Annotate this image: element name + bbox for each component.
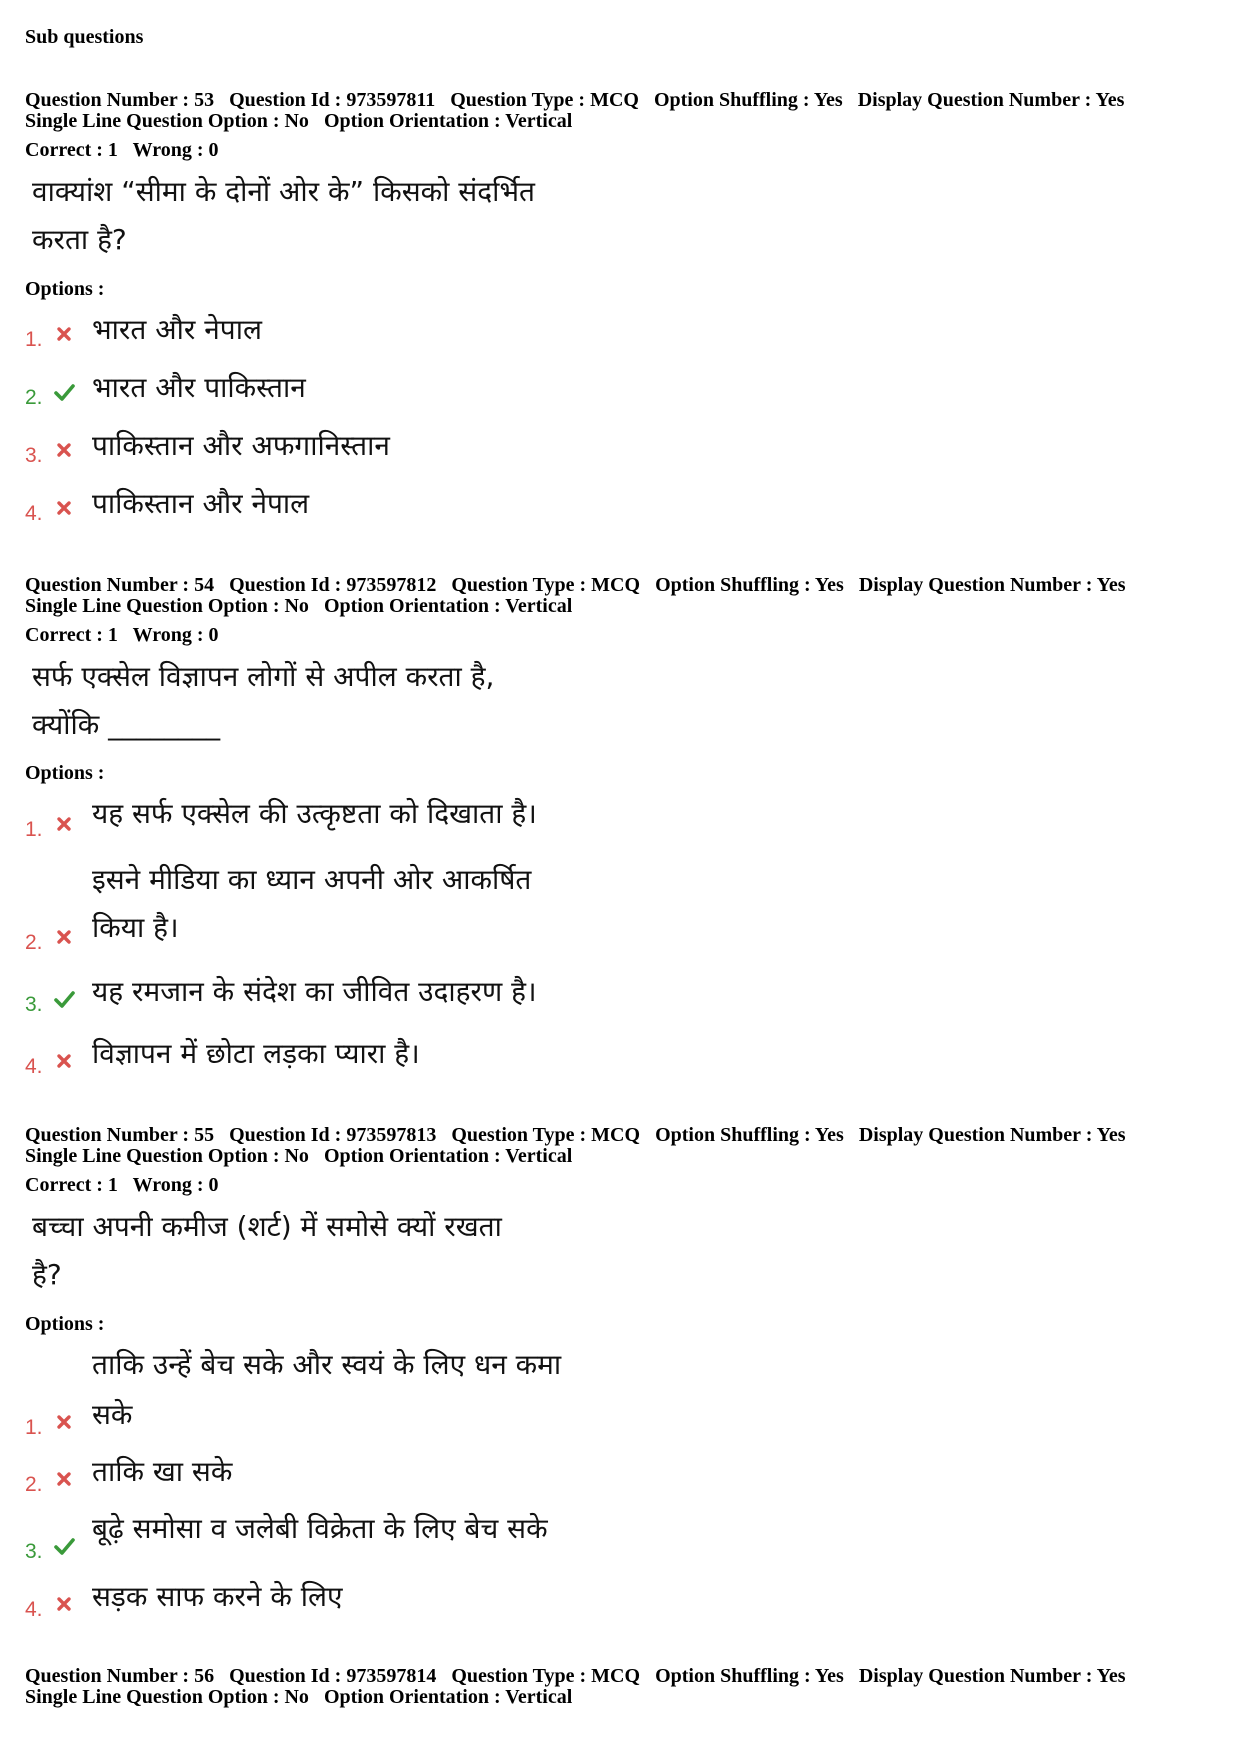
question-type: Question Type : MCQ <box>451 1124 641 1146</box>
question-type: Question Type : MCQ <box>450 89 639 111</box>
option-text: यह रमजान के संदेश का जीवित उदाहरण है। <box>92 975 537 1008</box>
question-text-line: है? <box>32 1258 62 1291</box>
cross-icon <box>53 497 75 519</box>
page-heading: Sub questions <box>25 26 144 48</box>
check-icon <box>53 988 75 1010</box>
option-text: इसने मीडिया का ध्यान अपनी ओर आकर्षित <box>92 863 532 896</box>
option-number: 1. <box>25 328 43 351</box>
display-question-number: Display Question Number : Yes <box>858 1665 1126 1687</box>
option-number: 4. <box>25 502 43 525</box>
options-label: Options : <box>25 278 105 300</box>
option-orientation: Option Orientation : Vertical <box>323 110 573 132</box>
question-number: Question Number : 56 <box>25 1665 215 1687</box>
option-text: ताकि उन्हें बेच सके और स्वयं के लिए धन कमा <box>92 1348 562 1381</box>
question-number: Question Number : 54 <box>25 574 215 596</box>
option-text: विज्ञापन में छोटा लड़का प्यारा है। <box>92 1037 420 1070</box>
cross-icon <box>53 323 75 345</box>
question-number: Question Number : 55 <box>25 1124 215 1146</box>
question-meta-line1 <box>25 575 1136 596</box>
display-question-number: Display Question Number : Yes <box>857 89 1125 111</box>
correct-marks: Correct : 1 <box>25 139 118 161</box>
option-number: 2. <box>25 1473 43 1496</box>
cross-icon <box>53 1468 75 1490</box>
option-shuffling: Option Shuffling : Yes <box>655 574 844 596</box>
question-id: Question Id : 973597814 <box>229 1665 437 1687</box>
option-text: किया है। <box>92 911 179 944</box>
option-shuffling: Option Shuffling : Yes <box>655 1124 844 1146</box>
option-number: 1. <box>25 818 43 841</box>
option-number: 3. <box>25 444 43 467</box>
question-meta-line2 <box>25 1146 582 1167</box>
option-text: भारत और नेपाल <box>92 313 262 346</box>
question-meta-line1 <box>25 1125 1136 1146</box>
question-id: Question Id : 973597813 <box>229 1124 437 1146</box>
correct-marks: Correct : 1 <box>25 1174 118 1196</box>
options-label: Options : <box>25 762 105 784</box>
question-number: Question Number : 53 <box>25 89 215 111</box>
cross-icon <box>53 1411 75 1433</box>
question-text-line: वाक्यांश “सीमा के दोनों ओर के” किसको संदर्भित <box>32 175 535 208</box>
marks-line <box>25 1175 229 1196</box>
question-id: Question Id : 973597812 <box>229 574 437 596</box>
question-text-line: बच्चा अपनी कमीज (शर्ट) में समोसे क्यों रखता <box>32 1210 502 1243</box>
option-number: 3. <box>25 993 43 1016</box>
option-text: भारत और पाकिस्तान <box>92 371 306 404</box>
cross-icon <box>53 439 75 461</box>
option-number: 1. <box>25 1416 43 1439</box>
question-id: Question Id : 973597811 <box>229 89 436 111</box>
option-orientation: Option Orientation : Vertical <box>323 1686 573 1708</box>
cross-icon <box>53 1593 75 1615</box>
option-text: पाकिस्तान और अफगानिस्तान <box>92 429 390 462</box>
question-meta-line2 <box>25 111 582 132</box>
question-meta-line2 <box>25 596 582 617</box>
option-shuffling: Option Shuffling : Yes <box>653 89 843 111</box>
option-text: यह सर्फ एक्सेल की उत्कृष्टता को दिखाता है। <box>92 797 537 830</box>
single-line-option: Single Line Question Option : No <box>25 1686 309 1708</box>
option-number: 4. <box>25 1055 43 1078</box>
option-number: 3. <box>25 1540 43 1563</box>
marks-line <box>25 625 229 646</box>
option-orientation: Option Orientation : Vertical <box>323 1145 573 1167</box>
option-text: बूढ़े समोसा व जलेबी विक्रेता के लिए बेच सके <box>92 1512 548 1545</box>
option-orientation: Option Orientation : Vertical <box>323 595 573 617</box>
wrong-marks: Wrong : 0 <box>132 1174 219 1196</box>
cross-icon <box>53 1050 75 1072</box>
option-text: ताकि खा सके <box>92 1455 233 1488</box>
cross-icon <box>53 926 75 948</box>
question-meta-line1 <box>25 90 1134 111</box>
option-number: 4. <box>25 1598 43 1621</box>
question-meta-line1 <box>25 1666 1136 1687</box>
marks-line <box>25 140 229 161</box>
correct-marks: Correct : 1 <box>25 624 118 646</box>
options-label: Options : <box>25 1313 105 1335</box>
question-type: Question Type : MCQ <box>451 1665 641 1687</box>
wrong-marks: Wrong : 0 <box>132 139 219 161</box>
single-line-option: Single Line Question Option : No <box>25 1145 309 1167</box>
single-line-option: Single Line Question Option : No <box>25 595 309 617</box>
single-line-option: Single Line Question Option : No <box>25 110 309 132</box>
option-shuffling: Option Shuffling : Yes <box>655 1665 844 1687</box>
wrong-marks: Wrong : 0 <box>132 624 219 646</box>
option-number: 2. <box>25 386 43 409</box>
cross-icon <box>53 813 75 835</box>
question-text-line: करता है? <box>32 223 127 256</box>
option-text: सड़क साफ करने के लिए <box>92 1580 343 1613</box>
option-text: सके <box>92 1398 133 1431</box>
question-text-line: क्योंकि ________ <box>32 708 221 741</box>
check-icon <box>53 1535 75 1557</box>
option-text: पाकिस्तान और नेपाल <box>92 487 310 520</box>
question-type: Question Type : MCQ <box>451 574 641 596</box>
check-icon <box>53 381 75 403</box>
question-text-line: सर्फ एक्सेल विज्ञापन लोगों से अपील करता है, <box>32 660 495 693</box>
display-question-number: Display Question Number : Yes <box>858 574 1126 596</box>
option-number: 2. <box>25 931 43 954</box>
question-meta-line2 <box>25 1687 582 1708</box>
display-question-number: Display Question Number : Yes <box>858 1124 1126 1146</box>
